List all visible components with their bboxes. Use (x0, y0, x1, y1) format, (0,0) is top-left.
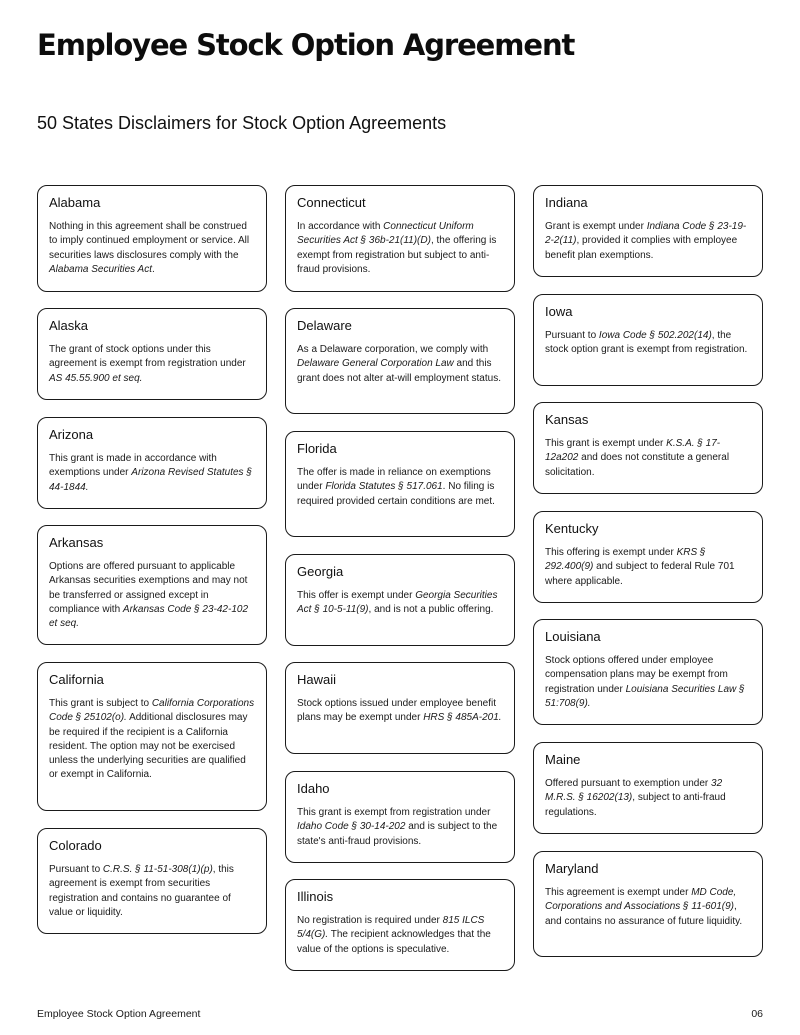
state-card-delaware (285, 308, 515, 414)
disclaimer-text: . (152, 263, 155, 275)
state-name: Illinois (297, 889, 334, 904)
disclaimer-text: This grant is made in accordance with exemptions under (49, 453, 217, 479)
state-disclaimer (545, 437, 752, 480)
disclaimer-text: This offering is exempt under (545, 547, 677, 558)
state-card-connecticut (285, 185, 515, 292)
state-disclaimer (545, 886, 752, 929)
state-name: Arkansas (49, 535, 104, 550)
statute-citation: Florida Statutes § 517.061 (325, 481, 443, 493)
disclaimer-text: As a Delaware corporation, we comply with (297, 344, 489, 355)
state-card-kentucky (533, 511, 763, 603)
state-name: Georgia (297, 564, 344, 579)
disclaimer-text: and subject to federal Rule 701 where applicable. (545, 561, 735, 587)
state-card-idaho (285, 771, 515, 863)
state-card-alaska (37, 308, 267, 400)
state-card-indiana (533, 185, 763, 277)
statute-citation: Arkansas Code § 23-42-102 et seq. (49, 603, 248, 630)
disclaimer-text: Offered pursuant to exemption under (545, 778, 712, 789)
disclaimer-text: , provided it complies with employee benefit plan exemptions. (545, 235, 738, 261)
statute-citation: Alabama Securities Act (49, 263, 153, 275)
state-name: Hawaii (297, 672, 337, 687)
statute-citation: California Corporations Code § 25102(o). (49, 698, 255, 724)
state-card-kansas (533, 402, 763, 494)
disclaimer-text: No registration is required under (297, 915, 443, 926)
disclaimer-text: The offer is made in reliance on exemptions under (297, 467, 491, 493)
state-disclaimer (297, 343, 504, 386)
state-name: California (49, 672, 104, 687)
state-card-alabama (37, 185, 267, 292)
state-card-florida (285, 431, 515, 537)
disclaimer-text: , this agreement is exempt from securities registration and contains no guarantee of value or liquidity. (49, 864, 234, 918)
state-name: Idaho (297, 781, 330, 796)
state-name: Indiana (545, 195, 588, 210)
disclaimer-text: Stock options issued under employee benefit plans may be exempt under (297, 698, 497, 724)
state-name: Florida (297, 441, 337, 456)
disclaimer-text: and this grant does not alter at-will employment status. (297, 358, 501, 384)
disclaimer-text: and does not constitute a general solicitation. (545, 452, 730, 478)
state-disclaimer (545, 777, 752, 820)
state-card-illinois (285, 879, 515, 971)
disclaimer-text: Additional disclosures may be required if the recipient is a California resident. The option may not be exercised unless the underlying securities are qualified or exempt in California. (49, 712, 248, 781)
disclaimer-text: This grant is subject to (49, 698, 152, 709)
state-disclaimer (297, 466, 504, 509)
state-name: Colorado (49, 838, 102, 853)
disclaimer-text: Options are offered pursuant to applicable Arkansas securities exemptions and may not be transferred or assigned except in compliance with (49, 561, 248, 615)
disclaimer-text: This grant is exempt from registration under (297, 807, 491, 818)
disclaimer-text: In accordance with (297, 221, 384, 232)
state-disclaimer (545, 546, 752, 589)
disclaimer-text: This offer is exempt under (297, 590, 416, 601)
disclaimer-text: , and is not a public offering. (368, 604, 494, 616)
state-disclaimer (297, 806, 504, 849)
state-card-colorado (37, 828, 267, 934)
state-card-maine (533, 742, 763, 834)
state-name: Maryland (545, 861, 599, 876)
state-disclaimer (49, 560, 256, 631)
state-card-arkansas (37, 525, 267, 645)
disclaimer-text: Nothing in this agreement shall be construed to imply continued employment or service. All securities laws disclosures comply with the (49, 221, 250, 261)
state-card-maryland (533, 851, 763, 957)
disclaimer-text: , the offering is exempt from registration but subject to anti-fraud provisions. (297, 235, 497, 275)
state-name: Kentucky (545, 521, 599, 536)
state-card-arizona (37, 417, 267, 509)
state-name: Louisiana (545, 629, 601, 644)
state-card-georgia (285, 554, 515, 646)
statute-citation: Georgia Securities Act § 10-5-11(9) (297, 590, 498, 616)
state-disclaimer (49, 863, 256, 920)
disclaimer-text: Pursuant to (49, 864, 103, 875)
document-subtitle: 50 States Disclaimers for Stock Option Agreements (37, 113, 447, 133)
state-disclaimer (49, 220, 256, 277)
state-name: Iowa (545, 304, 573, 319)
disclaimer-text: , subject to anti-fraud regulations. (545, 792, 726, 818)
statute-citation: Connecticut Uniform Securities Act § 36b-21(11)(D) (297, 221, 474, 247)
state-card-california (37, 662, 267, 811)
state-disclaimer (297, 220, 504, 277)
statute-citation: Delaware General Corporation Law (297, 358, 454, 370)
state-disclaimer (49, 697, 256, 783)
statute-citation: Idaho Code § 30-14-202 (297, 821, 406, 833)
disclaimer-text: , the stock option grant is exempt from registration. (545, 330, 748, 356)
disclaimer-text: and is subject to the state's anti-fraud provisions. (297, 821, 498, 847)
state-name: Connecticut (297, 195, 366, 210)
statute-citation: 32 M.R.S. § 16202(13) (545, 778, 723, 804)
state-name: Delaware (297, 318, 352, 333)
state-disclaimer (545, 329, 752, 358)
statute-citation: Iowa Code § 502.202(14) (598, 330, 712, 341)
statute-citation: HRS § 485A-201. (423, 712, 502, 724)
disclaimer-text: . No filing is required provided certain conditions are met. (297, 481, 495, 507)
disclaimer-text: , and contains no assurance of future liquidity. (545, 901, 743, 927)
state-disclaimer (297, 589, 504, 618)
state-disclaimer (545, 220, 752, 263)
statute-citation: AS 45.55.900 et seq. (49, 372, 143, 384)
state-card-louisiana (533, 619, 763, 725)
statute-citation: KRS § 292.400(9) (545, 547, 706, 573)
page-number: 06 (751, 1008, 763, 1020)
state-disclaimer (49, 343, 256, 386)
disclaimer-text: Grant is exempt under (545, 221, 647, 232)
state-disclaimer (49, 452, 256, 495)
disclaimer-text: Stock options offered under employee compensation plans may be exempt from registration under (545, 655, 728, 695)
state-name: Kansas (545, 412, 589, 427)
footer-document-title: Employee Stock Option Agreement (37, 1008, 201, 1020)
state-name: Arizona (49, 427, 94, 442)
statute-citation: C.R.S. § 11-51-308(1)(p) (102, 864, 213, 875)
statute-citation: Louisiana Securities Law § 51:708(9). (545, 683, 745, 709)
state-card-hawaii (285, 662, 515, 754)
state-name: Alaska (49, 318, 89, 333)
statute-citation: Indiana Code § 23-19-2-2(11) (545, 221, 747, 247)
disclaimer-text: This agreement is exempt under (545, 887, 692, 898)
disclaimer-text: The recipient acknowledges that the value of the options is speculative. (297, 929, 491, 955)
document-title: Employee Stock Option Agreement (37, 28, 575, 62)
disclaimer-text: The grant of stock options under this agreement is exempt from registration under (49, 344, 246, 370)
state-card-iowa (533, 294, 763, 386)
state-disclaimer (297, 697, 504, 726)
disclaimer-text: This grant is exempt under (545, 438, 667, 449)
state-name: Maine (545, 752, 581, 767)
statute-citation: 815 ILCS 5/4(G). (297, 915, 485, 941)
state-disclaimer (297, 914, 504, 957)
statute-citation: Arizona Revised Statutes § 44-1844. (49, 467, 252, 493)
state-disclaimer (545, 654, 752, 711)
state-name: Alabama (49, 195, 101, 210)
statute-citation: K.S.A. § 17-12a202 (545, 438, 721, 464)
disclaimer-text: Pursuant to (545, 330, 599, 341)
statute-citation: MD Code, Corporations and Associations § 11-601(9) (545, 887, 737, 913)
